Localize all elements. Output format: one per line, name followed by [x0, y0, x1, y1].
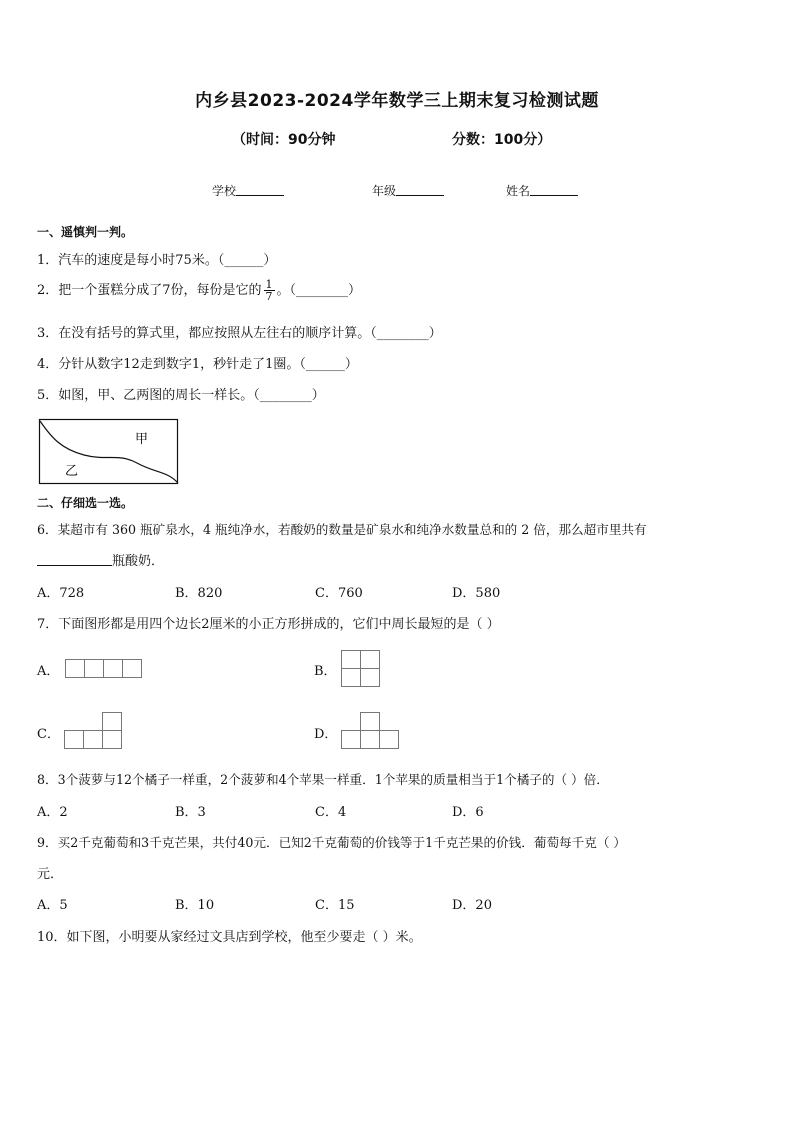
page-title: 内乡县2023-2024学年数学三上期末复习检测试题 [195, 91, 599, 111]
figure-curve [40, 421, 178, 483]
question-6-suffix: 瓶酸奶． [112, 554, 165, 569]
figure-rectangle [40, 420, 178, 484]
q6-option-a[interactable]: A．728 [37, 586, 85, 601]
q9-option-d[interactable]: D．20 [452, 898, 492, 913]
question-7: 7．下面图形都是用四个边长2厘米的小正方形拼成的，它们中周长最短的是（ ） [37, 617, 500, 632]
q7-shape-a [65, 659, 143, 679]
question-9-line-1: 9．买2千克葡萄和3千克芒果，共付40元．已知2千克葡萄的价钱等于1千克芒果的价钱．葡萄每千克（ ） [37, 835, 627, 850]
q8-option-c[interactable]: C．4 [315, 805, 347, 820]
q7-option-a-label[interactable]: A． [37, 664, 60, 679]
question-1: 1．汽车的速度是每小时75米。（______） [37, 253, 277, 268]
q7-option-b-label[interactable]: B． [314, 664, 337, 679]
school-field[interactable] [212, 182, 284, 199]
q9-option-c[interactable]: C．15 [315, 898, 355, 913]
q7-shape-c [64, 712, 124, 750]
q8-option-b[interactable]: B．3 [175, 805, 206, 820]
school-blank[interactable] [236, 183, 284, 196]
exam-score: 分数：100分） [452, 132, 552, 148]
perimeter-figure [39, 419, 179, 485]
grade-field[interactable] [372, 182, 444, 199]
question-6-line-2 [37, 550, 164, 569]
q7-shape-b [341, 650, 381, 688]
fraction-numerator: 1 [265, 278, 273, 291]
q6-option-d[interactable]: D．580 [452, 586, 501, 601]
question-2-text: 2．把一个蛋糕分成了7份，每份是它的 [37, 283, 262, 298]
q6-option-c[interactable]: C．760 [315, 586, 363, 601]
q7-option-d-label[interactable]: D． [314, 727, 338, 742]
name-label: 姓名 [506, 184, 531, 198]
fraction-one-seventh [264, 279, 275, 302]
name-field[interactable] [506, 182, 578, 199]
question-5: 5．如图，甲、乙两图的周长一样长。（________） [37, 388, 325, 403]
exam-time: （时间：90分钟 [232, 132, 336, 148]
figure-label-yi: 乙 [65, 464, 79, 479]
q8-option-d[interactable]: D．6 [452, 805, 484, 820]
q9-option-a[interactable]: A．5 [37, 898, 68, 913]
question-2 [37, 279, 361, 302]
name-blank[interactable] [530, 183, 578, 196]
question-2-answer: 。（________） [276, 283, 362, 298]
q8-option-a[interactable]: A．2 [37, 805, 68, 820]
q6-option-b[interactable]: B．820 [175, 586, 223, 601]
q9-option-b[interactable]: B．10 [175, 898, 215, 913]
question-6-line-1: 6．某超市有 360 瓶矿泉水，4 瓶纯净水，若酸奶的数量是矿泉水和纯净水数量总和的 2 倍，那么超市里共有 [37, 522, 647, 537]
q7-shape-d [341, 712, 401, 750]
question-4: 4．分针从数字12走到数字1，秒针走了1圈。（______） [37, 357, 358, 372]
school-label: 学校 [212, 184, 237, 198]
fraction-denominator: 7 [265, 290, 273, 303]
q7-option-c-label[interactable]: C． [37, 727, 60, 742]
question-8: 8．3个菠萝与12个橘子一样重，2个菠萝和4个苹果一样重．1个苹果的质量相当于1个橘子的（ ）倍． [37, 772, 609, 787]
figure-label-jia: 甲 [135, 432, 149, 447]
grade-label: 年级 [372, 184, 397, 198]
section-2-heading: 二、仔细选一选。 [37, 496, 134, 510]
question-10: 10．如下图，小明要从家经过文具店到学校，他至少要走（ ）米。 [37, 930, 422, 945]
question-3: 3．在没有括号的算式里，都应按照从左往右的顺序计算。（________） [37, 326, 442, 341]
question-6-blank[interactable] [37, 553, 112, 566]
section-1-heading: 一、遥慎判一判。 [37, 225, 134, 239]
question-9-line-2: 元． [37, 867, 64, 882]
grade-blank[interactable] [396, 183, 444, 196]
